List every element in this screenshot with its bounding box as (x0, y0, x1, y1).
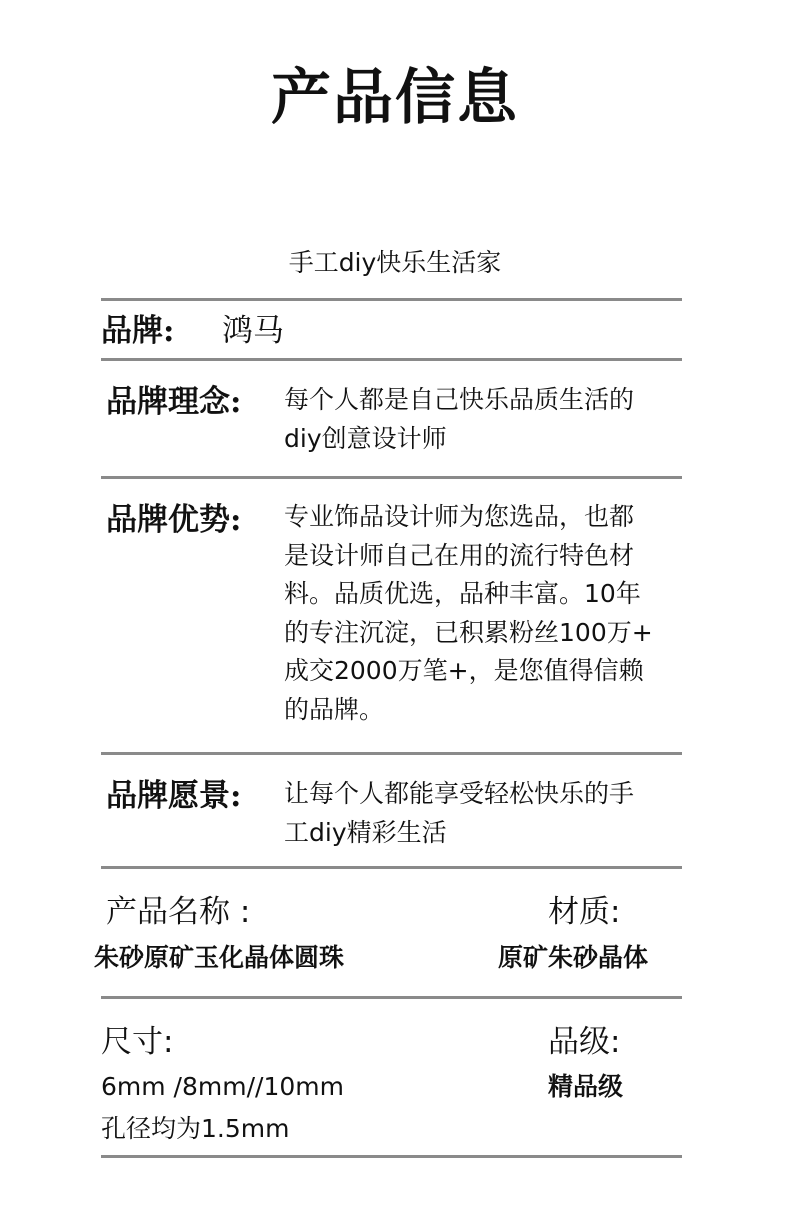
page-title: 产品信息 (271, 63, 519, 133)
size-label: 尺寸: (101, 1024, 174, 1060)
divider (101, 298, 682, 301)
brand-label: 品牌: (101, 313, 175, 349)
brand-value: 鸿马 (222, 313, 284, 349)
divider (101, 476, 682, 479)
size-note: 孔径均为1.5mm (101, 1114, 290, 1143)
divider (101, 358, 682, 361)
divider (101, 996, 682, 999)
vision-text (284, 774, 634, 852)
grade-value: 精品级 (548, 1072, 624, 1101)
philosophy-label: 品牌理念: (106, 384, 242, 420)
advantage-line: 是设计师自己在用的流行特色材 (284, 540, 635, 570)
philosophy-text (284, 380, 634, 458)
advantage-line: 的品牌。 (284, 694, 385, 724)
material-label: 材质: (548, 894, 621, 930)
vision-label: 品牌愿景: (106, 778, 242, 814)
advantage-line: 成交2000万笔+，是您值得信赖 (284, 656, 644, 685)
vision-line: 让每个人都能享受轻松快乐的手 (284, 779, 635, 808)
product-name-value: 朱砂原矿玉化晶体圆珠 (94, 943, 345, 972)
page-subtitle: 手工diy快乐生活家 (288, 248, 502, 277)
advantage-label: 品牌优势: (106, 502, 242, 538)
divider (101, 752, 682, 755)
advantage-text (284, 498, 653, 729)
advantage-line: 专业饰品设计师为您选品，也都 (284, 502, 635, 531)
material-value: 原矿朱砂晶体 (498, 943, 649, 972)
philosophy-line: 每个人都是自己快乐品质生活的 (284, 385, 635, 414)
grade-label: 品级: (548, 1024, 621, 1060)
philosophy-line: diy创意设计师 (284, 424, 447, 453)
advantage-line: 料。品质优选，品种丰富。10年 (284, 579, 641, 608)
size-value: 6mm /8mm//10mm (101, 1072, 344, 1101)
advantage-line: 的专注沉淀，已积累粉丝100万+ (284, 617, 653, 647)
divider (101, 866, 682, 869)
vision-line: 工diy精彩生活 (284, 818, 447, 847)
product-name-label: 产品名称 : (106, 894, 251, 930)
divider (101, 1155, 682, 1158)
